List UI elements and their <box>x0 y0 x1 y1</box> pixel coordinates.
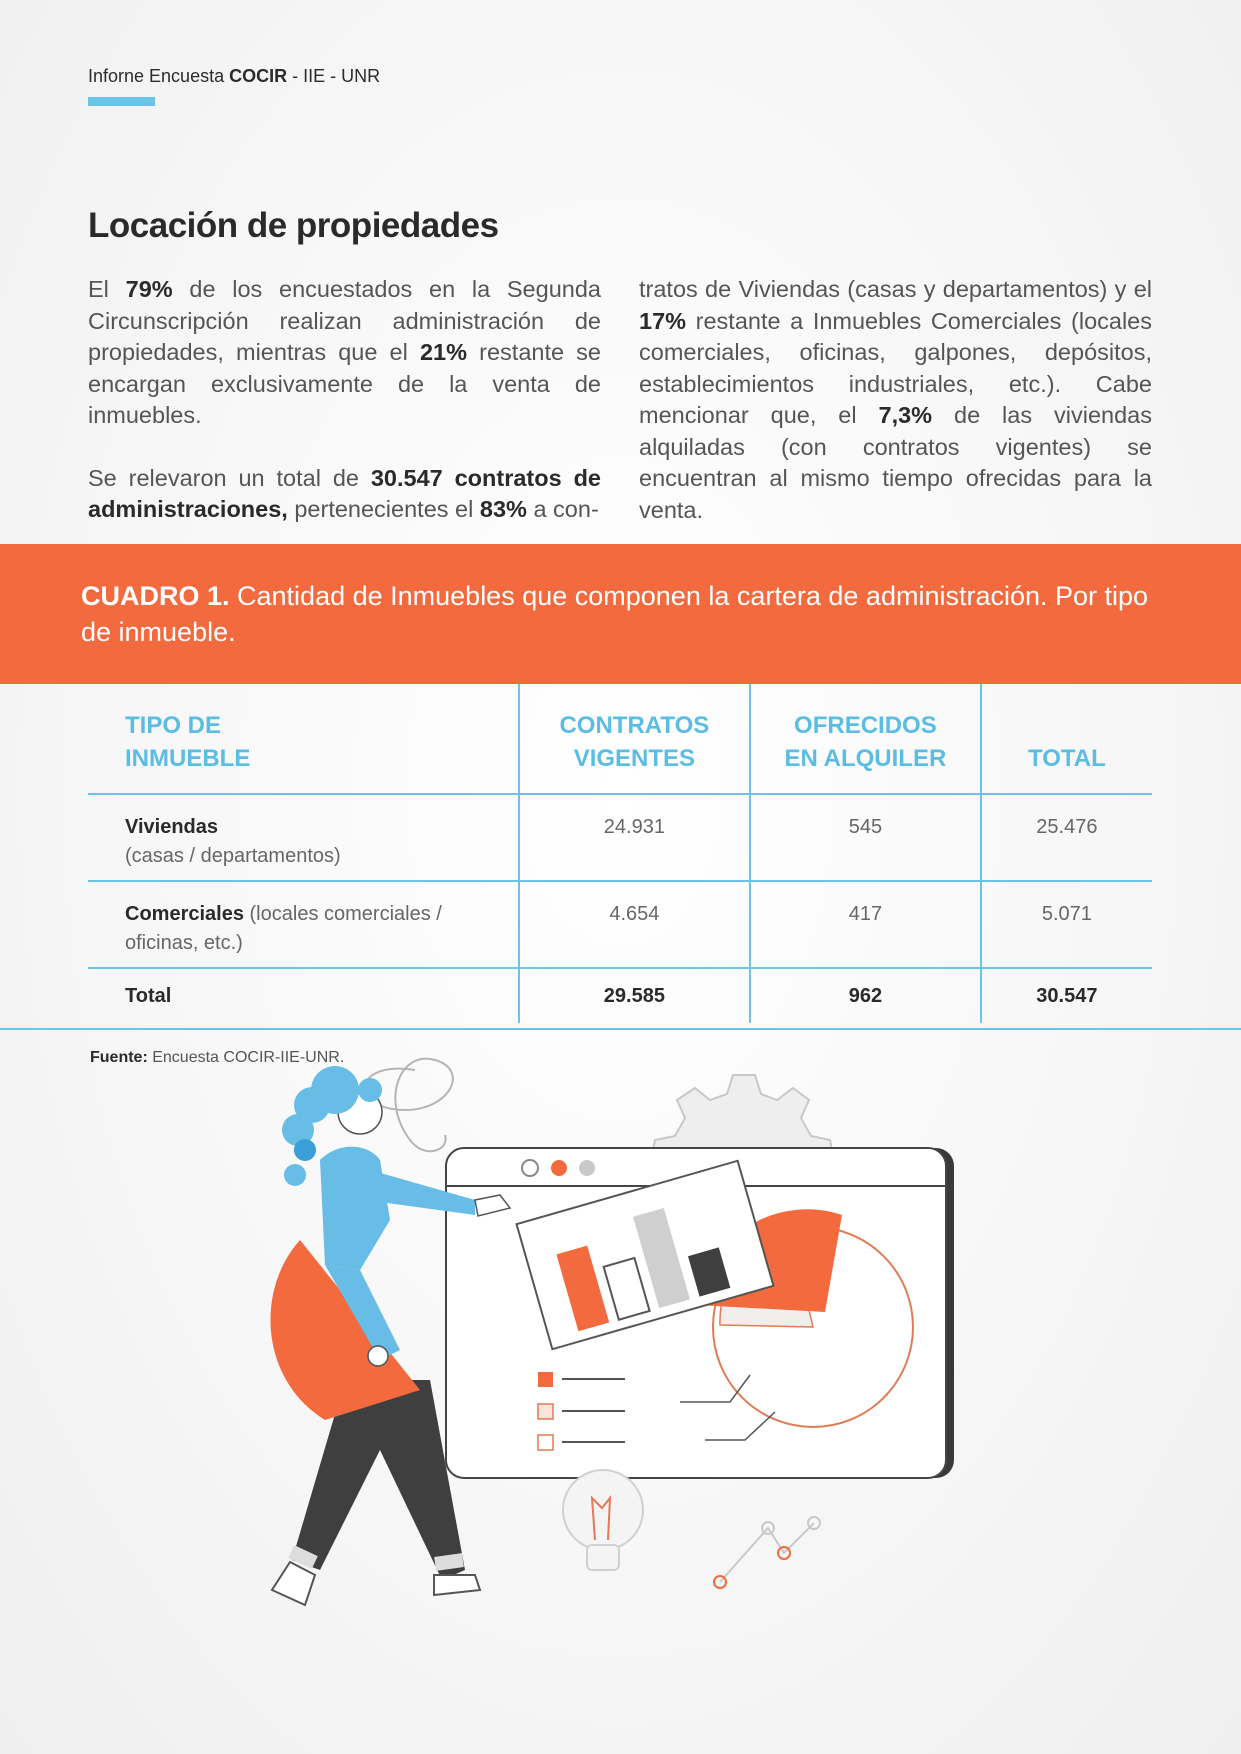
header-accent-bar <box>88 97 155 106</box>
total-label: Total <box>88 968 519 1023</box>
cell-total: 25.476 <box>1036 816 1098 838</box>
cell-contracts: 24.931 <box>519 794 750 881</box>
header-offered: OFRECIDOS EN ALQUILER <box>750 684 981 794</box>
lightbulb-icon <box>563 1470 643 1570</box>
table-row <box>88 794 1152 881</box>
presentation-illustration <box>230 1050 1030 1720</box>
table-bottom-rule <box>0 1028 1241 1030</box>
data-table <box>88 684 1152 1023</box>
total-total: 30.547 <box>1036 984 1098 1007</box>
cell-total: 5.071 <box>1041 903 1092 925</box>
source-note: Fuente: Encuesta COCIR-IIE-UNR. <box>90 1049 345 1066</box>
report-header <box>88 66 380 87</box>
cell-contracts: 4.654 <box>519 881 750 968</box>
header-total: TOTAL <box>1028 745 1106 772</box>
text-column-right <box>639 274 1152 557</box>
header-type: TIPO DE INMUEBLE <box>88 684 519 794</box>
window-dot-orange <box>551 1160 567 1176</box>
header-suffix: - IIE - UNR <box>287 66 381 86</box>
text-column-left <box>88 274 601 557</box>
cell-offered: 545 <box>750 794 981 881</box>
paragraph-2-continued: tratos de Viviendas (casas y departamentos) y el 17% restante a Inmuebles Comerciales (locales comerciales, oficinas, galpones, depósitos, establecimientos industriales, etc.). Cabe mencionar que, el 7,3% de las viviendas alquiladas (con contratos vigentes) se encuentran al mismo tiempo ofrecidas para la venta. <box>639 276 1152 523</box>
total-offered: 962 <box>750 968 981 1023</box>
total-contracts: 29.585 <box>519 968 750 1023</box>
window-dot-gray <box>579 1160 595 1176</box>
row-label: Viviendas (casas / departamentos) <box>88 794 519 881</box>
section-title: Locación de propiedades <box>88 206 499 245</box>
window-dot-white <box>522 1160 538 1176</box>
header-contracts: CONTRATOS VIGENTES <box>519 684 750 794</box>
row-label: Comerciales (locales comerciales / oficinas, etc.) <box>88 881 519 968</box>
cell-offered: 417 <box>750 881 981 968</box>
header-prefix: Inforne Encuesta <box>88 66 230 86</box>
table-title: CUADRO 1. Cantidad de Inmuebles que componen la cartera de administración. Por tipo de inmueble. <box>81 581 1149 647</box>
paragraph-1: El 79% de los encuestados en la Segunda Circunscripción realizan administración de propiedades, mientras que el 21% restante se encargan exclusivamente de la venta de inmuebles. <box>88 276 602 428</box>
table-header-row <box>88 684 1152 794</box>
table-row <box>88 881 1152 968</box>
line-graph-doodle <box>714 1517 820 1588</box>
header-org: COCIR <box>229 66 288 86</box>
paragraph-2-start: Se relevaron un total de 30.547 contratos de administraciones, pertenecientes el 83% a con- <box>88 464 601 522</box>
table-total-row <box>88 968 1152 1023</box>
